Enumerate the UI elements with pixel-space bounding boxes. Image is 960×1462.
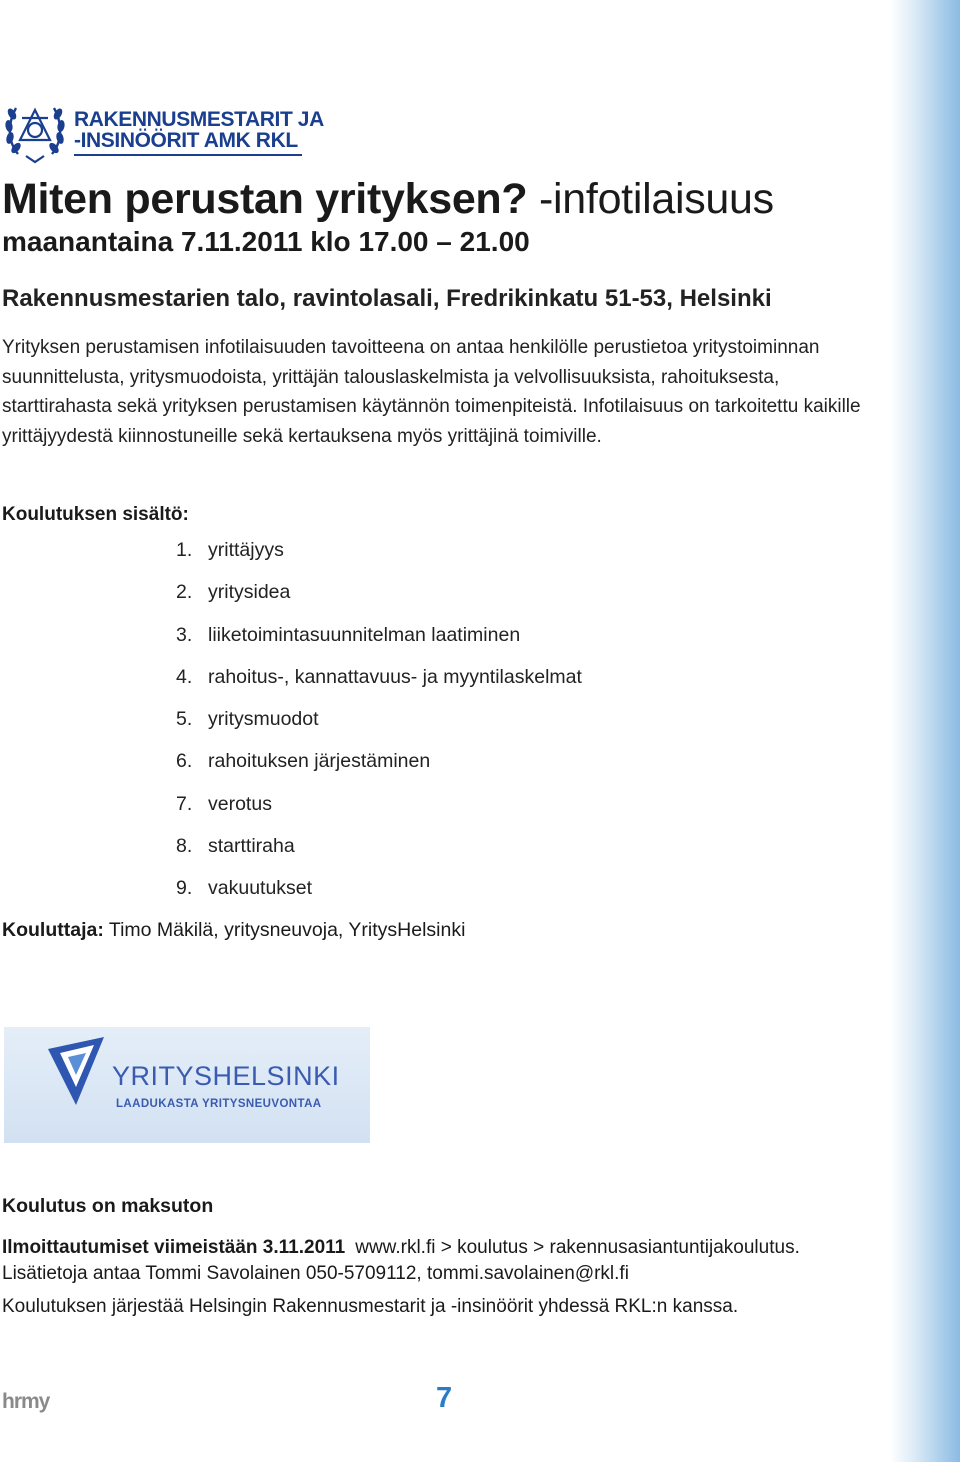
list-item xyxy=(176,705,582,747)
list-item-number: 8. xyxy=(176,835,193,858)
list-item xyxy=(176,832,582,874)
trainer-label: Kouluttaja: xyxy=(2,919,104,941)
list-item-text: verotus xyxy=(208,792,272,815)
list-item-number: 6. xyxy=(176,750,193,773)
org-name-line1: RAKENNUSMESTARIT JA xyxy=(74,108,324,131)
trainer-value: Timo Mäkilä, yritysneuvoja, YritysHelsinki xyxy=(108,919,466,941)
list-item-text: yritysmuodot xyxy=(208,708,319,731)
yh-name-part1: YRITYS xyxy=(112,1061,213,1091)
list-item-number: 7. xyxy=(176,792,193,815)
page-number: 7 xyxy=(436,1382,453,1414)
logo-underline xyxy=(74,154,302,156)
free-of-charge-note: Koulutus on maksuton xyxy=(2,1195,214,1217)
list-item-number: 1. xyxy=(176,539,193,561)
decorative-side-band xyxy=(890,0,960,1462)
event-title-main: Miten perustan yrityksen? xyxy=(2,175,528,223)
contents-heading: Koulutuksen sisältö: xyxy=(2,504,189,525)
contents-list xyxy=(176,536,582,917)
rkl-logo xyxy=(4,96,324,166)
list-item-text: yrittäjyys xyxy=(208,539,284,561)
list-item-text: rahoitus-, kannattavuus- ja myyntilaskelmat xyxy=(208,665,582,688)
yh-name-part2: HELSINKI xyxy=(212,1061,340,1091)
list-item-text: vakuutukset xyxy=(208,877,313,900)
list-item-text: rahoituksen järjestäminen xyxy=(208,750,431,773)
laurel-emblem-icon xyxy=(4,96,66,164)
registration-line xyxy=(2,1234,800,1262)
registration-link[interactable]: www.rkl.fi > koulutus > rakennusasiantuntijakoulutus. xyxy=(355,1237,800,1258)
list-item xyxy=(176,874,582,916)
list-item-number: 5. xyxy=(176,708,193,731)
contact-info: Lisätietoja antaa Tommi Savolainen 050-5709112, tommi.savolainen@rkl.fi xyxy=(2,1263,629,1284)
organizer-note: Koulutuksen järjestää Helsingin Rakennusmestarit ja -insinöörit yhdessä RKL:n kanssa. xyxy=(2,1296,739,1317)
yh-tagline: LAADUKASTA YRITYSNEUVONTAA xyxy=(116,1098,322,1110)
event-intro: Yrityksen perustamisen infotilaisuuden tavoitteena on antaa henkilölle perustietoa yritystoiminnan suunnittelusta, yritysmuodoista, yrittäjän talouslaskelmista ja velvollisuuksista, rahoituksesta, starttirahasta sekä yrityksen perustamisen käytännön toimenpiteistä. Infotilaisuus on tarkoitettu kaikille yrittäjyydestä kiinnostuneille sekä kertauksena myös yrittäjinä toimiville. xyxy=(2,337,861,447)
list-item-number: 4. xyxy=(176,665,193,688)
yh-arrow-icon xyxy=(46,1035,108,1107)
list-item xyxy=(176,663,582,705)
event-title-suffix: -infotilaisuus xyxy=(539,175,774,223)
list-item xyxy=(176,621,582,663)
list-item-text: yritysidea xyxy=(208,581,291,604)
list-item-number: 3. xyxy=(176,623,193,646)
yh-name xyxy=(112,1061,340,1092)
event-venue: Rakennusmestarien talo, ravintolasali, Fredrikinkatu 51-53, Helsinki xyxy=(2,285,772,312)
list-item xyxy=(176,536,582,578)
magazine-logo: hrmy xyxy=(2,1390,50,1413)
event-datetime: maanantaina 7.11.2011 klo 17.00 – 21.00 xyxy=(2,226,530,257)
yrityshelsinki-logo xyxy=(4,1027,370,1143)
list-item-text: liiketoimintasuunnitelman laatiminen xyxy=(208,623,521,646)
list-item xyxy=(176,790,582,832)
list-item-number: 2. xyxy=(176,581,193,604)
trainer-line xyxy=(2,916,465,944)
registration-label: Ilmoittautumiset viimeistään 3.11.2011 xyxy=(2,1237,346,1258)
list-item-number: 9. xyxy=(176,877,193,900)
list-item-text: starttiraha xyxy=(208,835,295,858)
list-item xyxy=(176,578,582,620)
org-name-line2: -INSINÖÖRIT AMK RKL xyxy=(74,129,298,152)
list-item xyxy=(176,747,582,789)
event-title xyxy=(2,172,774,226)
